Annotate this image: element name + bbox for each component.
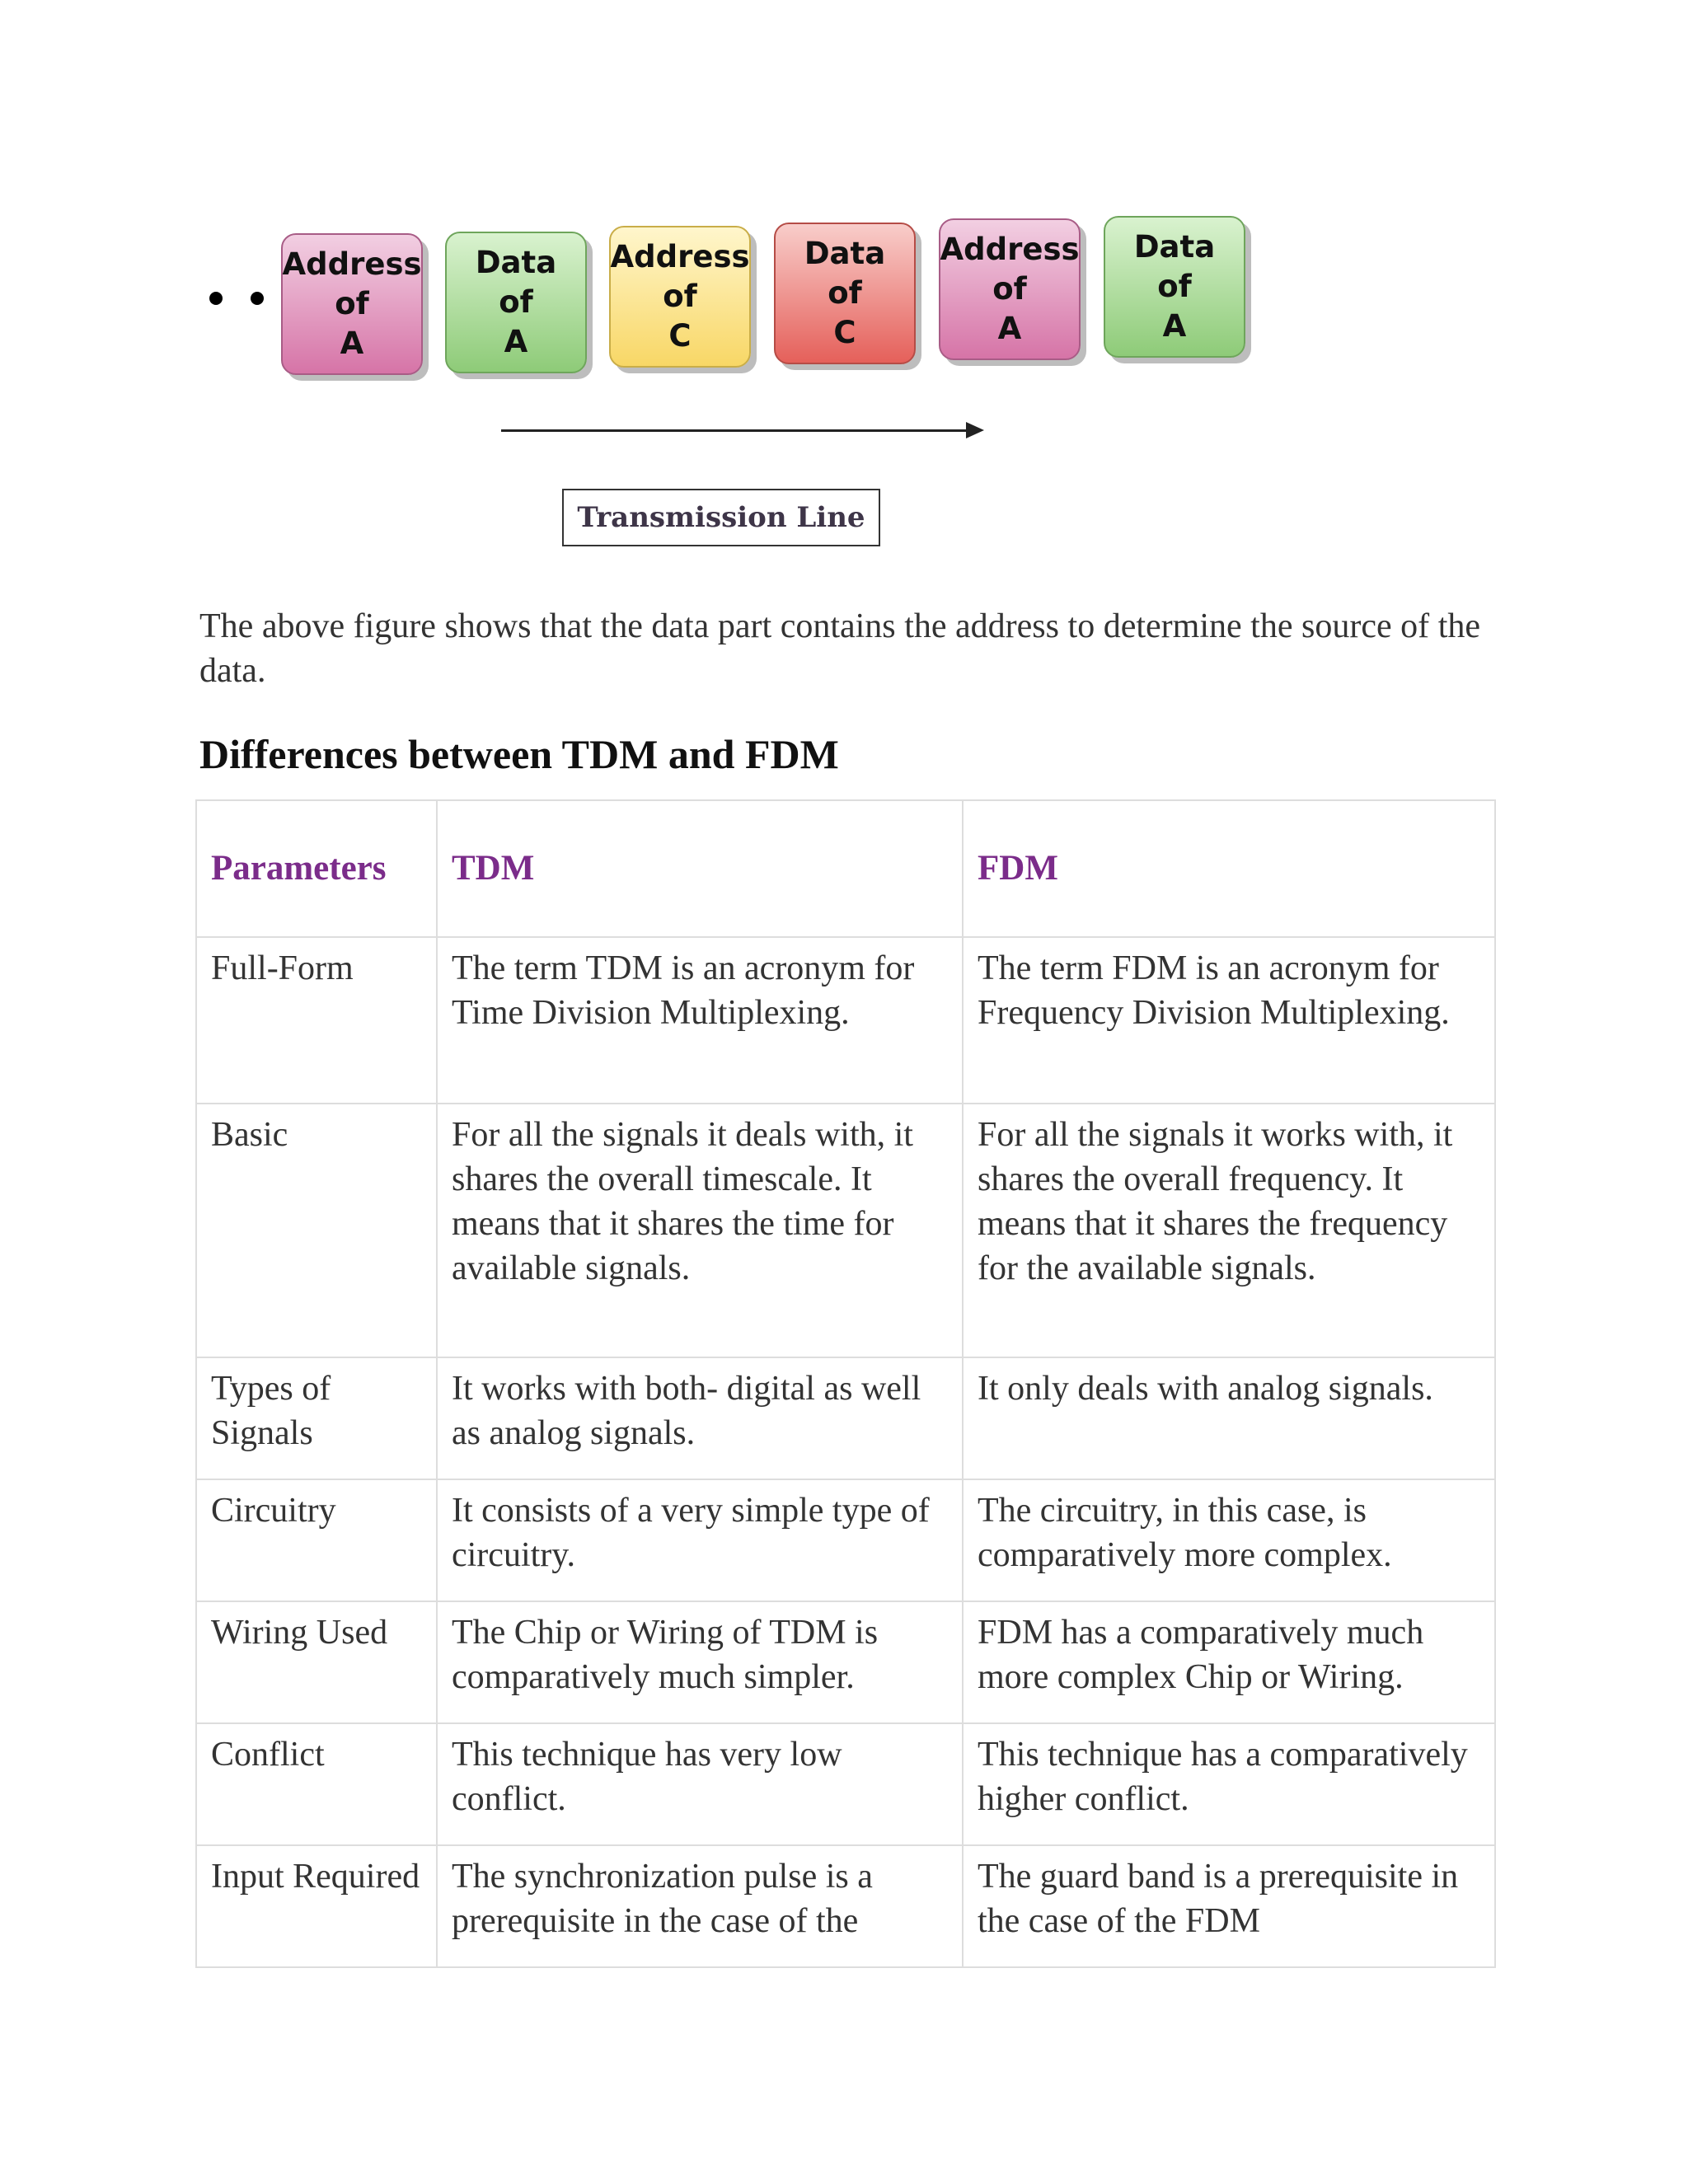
parameter-cell: Conflict — [196, 1723, 437, 1845]
header-fdm: FDM — [963, 800, 1495, 937]
tdm-cell: The term TDM is an acronym for Time Division Multiplexing. — [437, 937, 963, 1104]
direction-arrow-line — [501, 429, 969, 432]
fdm-cell: The circuitry, in this case, is comparatively more complex. — [963, 1479, 1495, 1601]
frame-line: A — [997, 311, 1022, 346]
section-heading: Differences between TDM and FDM — [199, 731, 839, 777]
comparison-table — [195, 799, 1496, 1968]
frame-line: Address — [282, 246, 422, 282]
fdm-cell: The guard band is a prerequisite in the case of the FDM — [963, 1845, 1495, 1967]
transmission-line-label: Transmission Line — [562, 489, 880, 546]
dot — [209, 292, 223, 305]
frame-data-of-a — [445, 232, 587, 373]
parameter-cell: Wiring Used — [196, 1601, 437, 1723]
frame-line: A — [1162, 308, 1187, 344]
table-row — [196, 1723, 1495, 1845]
frame-line: of — [992, 271, 1027, 307]
tdm-cell: It consists of a very simple type of circuitry. — [437, 1479, 963, 1601]
tdm-cell: For all the signals it deals with, it shares the overall timescale. It means that it shares the time for available signals. — [437, 1104, 963, 1357]
frame-line: C — [668, 318, 692, 354]
frame-address-of-c — [609, 226, 751, 368]
tdm-cell: This technique has very low conflict. — [437, 1723, 963, 1845]
header-tdm: TDM — [437, 800, 963, 937]
fdm-cell: This technique has a comparatively higher conflict. — [963, 1723, 1495, 1845]
table-row — [196, 1357, 1495, 1479]
frame-line: Address — [940, 232, 1080, 267]
frame-line: A — [340, 326, 364, 361]
frame-line: of — [828, 275, 862, 311]
frame-line: Data — [1133, 229, 1216, 265]
frame-line: Data — [475, 245, 557, 280]
frame-data-of-a — [1104, 216, 1245, 358]
table-header-row — [196, 800, 1495, 937]
frame-line: Address — [610, 239, 750, 274]
table-row — [196, 1845, 1495, 1967]
frame-line: of — [1157, 269, 1192, 304]
parameter-cell: Basic — [196, 1104, 437, 1357]
table-row — [196, 937, 1495, 1104]
table-row — [196, 1601, 1495, 1723]
frame-data-of-c — [774, 223, 916, 364]
frame-line: Data — [804, 236, 886, 271]
dot — [251, 292, 264, 305]
frame-address-of-a — [281, 233, 423, 375]
fdm-cell: It only deals with analog signals. — [963, 1357, 1495, 1479]
fdm-cell: The term FDM is an acronym for Frequency Division Multiplexing. — [963, 937, 1495, 1104]
tdm-cell: The Chip or Wiring of TDM is comparatively much simpler. — [437, 1601, 963, 1723]
ellipsis-dots — [209, 292, 264, 305]
arrow-right-icon — [966, 422, 984, 438]
tdm-cell: The synchronization pulse is a prerequisite in the case of the — [437, 1845, 963, 1967]
frame-address-of-a — [939, 218, 1081, 360]
parameter-cell: Full-Form — [196, 937, 437, 1104]
frame-line: A — [504, 324, 528, 359]
parameter-cell: Input Required — [196, 1845, 437, 1967]
table-row — [196, 1104, 1495, 1357]
tdm-cell: It works with both- digital as well as analog signals. — [437, 1357, 963, 1479]
table-row — [196, 1479, 1495, 1601]
figure-description: The above figure shows that the data part contains the address to determine the source of the data. — [199, 607, 1480, 690]
frame-line: C — [833, 315, 856, 350]
fdm-cell: For all the signals it works with, it shares the overall frequency. It means that it shares the frequency for the available signals. — [963, 1104, 1495, 1357]
frame-line: of — [663, 279, 697, 314]
parameter-cell: Types of Signals — [196, 1357, 437, 1479]
frame-line: of — [335, 286, 369, 321]
frame-line: of — [499, 284, 533, 320]
fdm-cell: FDM has a comparatively much more complex Chip or Wiring. — [963, 1601, 1495, 1723]
header-parameters: Parameters — [196, 800, 437, 937]
parameter-cell: Circuitry — [196, 1479, 437, 1601]
